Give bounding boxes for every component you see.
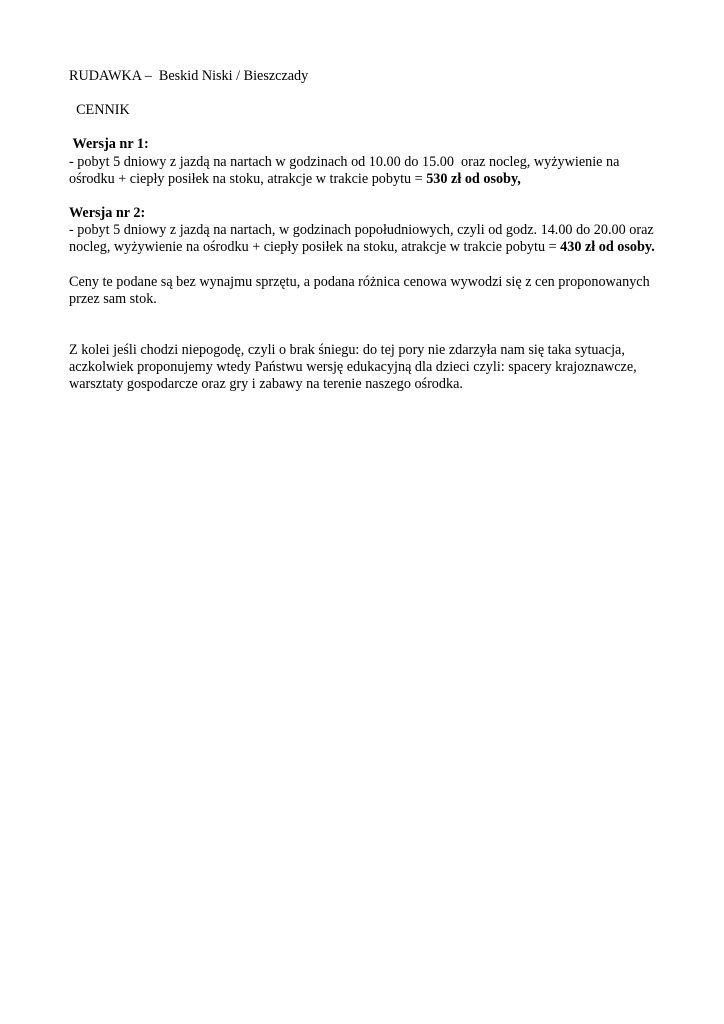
prices-note: Ceny te podane są bez wynajmu sprzętu, a podana różnica cenowa wywodzi się z cen proponowanych przez sam stok.	[69, 273, 654, 307]
document-title: RUDAWKA – Beskid Niski / Bieszczady	[69, 68, 309, 84]
version-2-price: 430 zł od osoby.	[560, 239, 655, 256]
section-label-cennik: CENNIK	[69, 102, 130, 119]
version-1-text: - pobyt 5 dniowy z jazdą na nartach w godzinach od 10.00 do 15.00 oraz nocleg, wyżywienie na ośrodku + ciepły posiłek na stoku, atrakcje w trakcie pobytu =	[69, 153, 623, 187]
version-1-price: 530 zł od osoby,	[426, 170, 521, 187]
version-1-description	[69, 154, 659, 188]
version-2-description	[69, 222, 659, 256]
version-1-block	[69, 136, 659, 188]
version-2-heading: Wersja nr 2:	[69, 205, 146, 222]
weather-note: Z kolei jeśli chodzi niepogodę, czyli o brak śniegu: do tej pory nie zdarzyła nam się taka sytuacja, aczkolwiek proponujemy wtedy Państwu wersję edukacyjną dla dzieci czyli: spacery krajoznawcze, warsztaty gospodarcze oraz gry i zabawy na terenie naszego ośrodka.	[69, 342, 641, 393]
version-2-block	[69, 205, 659, 257]
version-2-text: - pobyt 5 dniowy z jazdą na nartach, w godzinach popołudniowych, czyli od godz. 14.00 do 20.00 oraz nocleg, wyżywienie na ośrodku + ciepły posiłek na stoku, atrakcje w trakcie pobytu =	[69, 222, 658, 256]
document-page	[69, 68, 659, 394]
version-1-heading: Wersja nr 1:	[69, 136, 149, 153]
